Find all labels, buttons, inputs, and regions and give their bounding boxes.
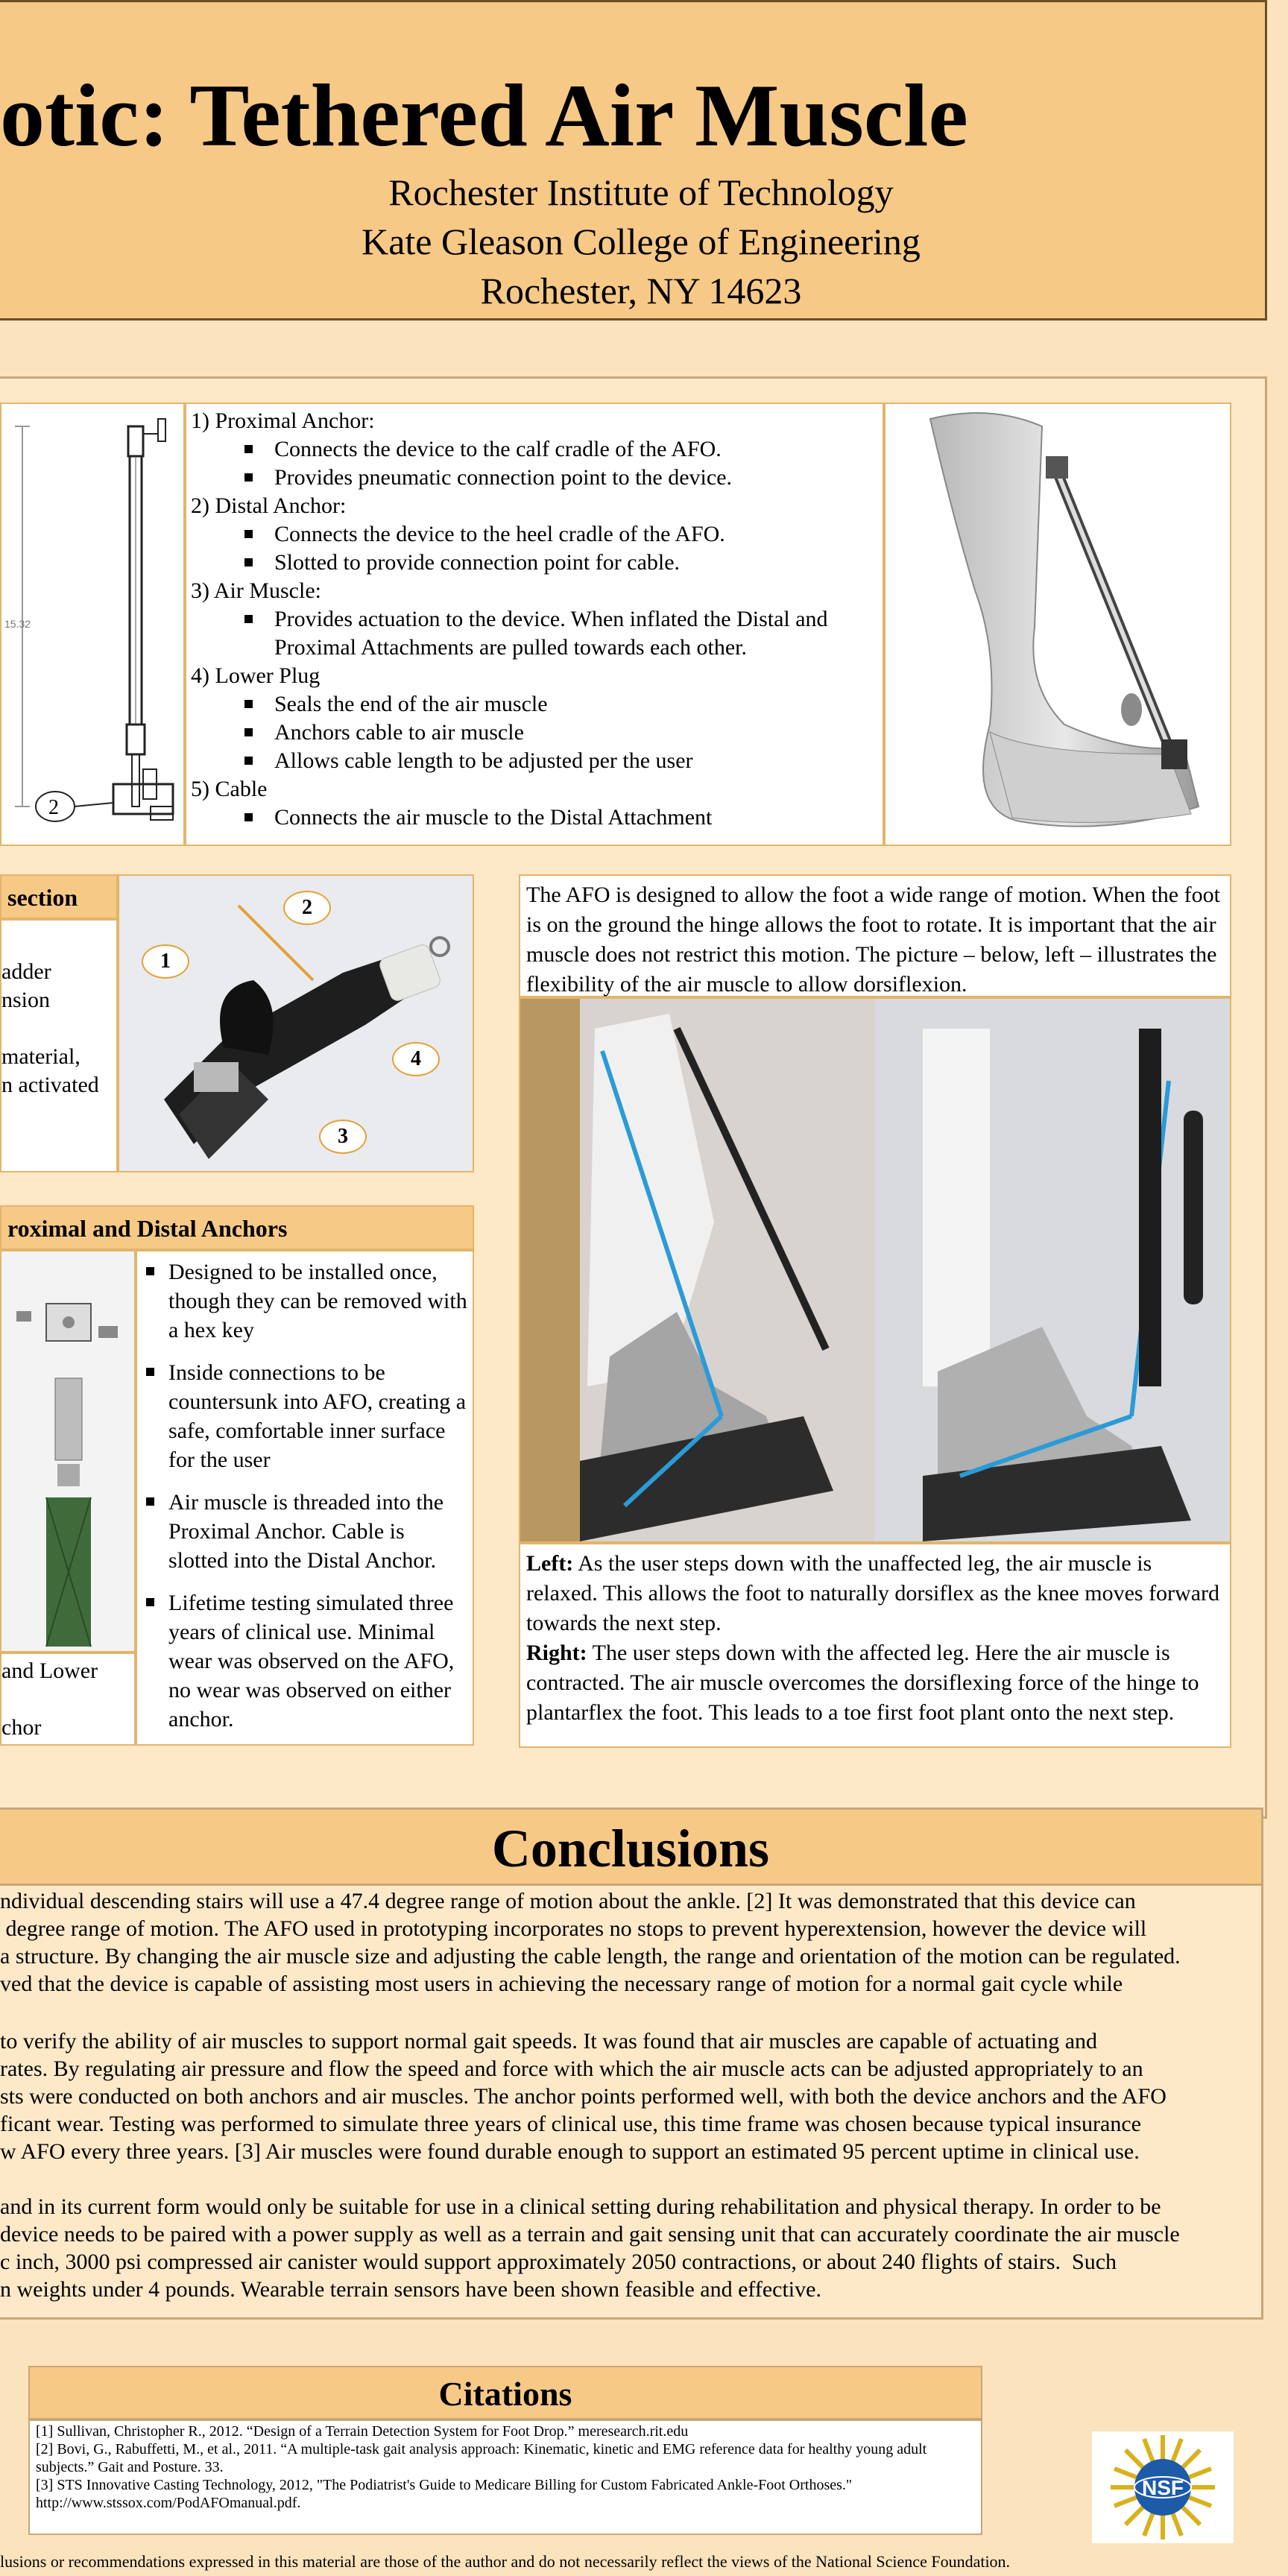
anchors-heading: roximal and Distal Anchors bbox=[0, 1205, 474, 1250]
motion-photo bbox=[519, 997, 1231, 1543]
list-subitem: Allows cable length to be adjusted per the user bbox=[191, 747, 878, 775]
text-line: n activated bbox=[1, 1073, 99, 1097]
list-subitem: Slotted to provide connection point for cable. bbox=[191, 549, 878, 577]
list-item: 4) Lower Plug bbox=[191, 663, 321, 688]
bullet-item: Inside connections to be countersunk into AFO, creating a safe, comfortable inner surface for the user bbox=[140, 1358, 470, 1474]
institution-line: Rochester, NY 14623 bbox=[480, 270, 802, 312]
cross-section-text bbox=[0, 919, 118, 1172]
text-line: nsion bbox=[1, 988, 51, 1012]
afo-render-image bbox=[884, 402, 1231, 846]
motion-caption bbox=[519, 1543, 1231, 1748]
list-item: 5) Cable bbox=[191, 777, 268, 801]
poster-title: otic: Tethered Air Muscle bbox=[0, 66, 968, 165]
bullet-item: Designed to be installed once, though they can be removed with a hex key bbox=[140, 1257, 470, 1345]
conclusions-heading: Conclusions bbox=[0, 1808, 1263, 1886]
list-item: 1) Proximal Anchor: bbox=[191, 408, 375, 433]
drawing-dimension: 15.32 bbox=[4, 618, 31, 630]
citations-heading: Citations bbox=[28, 2366, 982, 2419]
nsf-logo-icon bbox=[1092, 2431, 1234, 2543]
drawing-callout: 2 bbox=[48, 796, 59, 819]
text-line: material, bbox=[1, 1044, 80, 1069]
list-subitem: Anchors cable to air muscle bbox=[191, 719, 878, 747]
conclusion-paragraph: ndividual descending stairs will use a 47.4 degree range of motion about the ankle. [2] It was demonstrated that this device can degree range of motion. The AFO used in prototyping incorporates no stops to prevent hyperextension, however the device will a structure. By changing the air muscle size and adjusting the cable length, the range and orientation of the motion can be regulated. ved that the device is capable of assisting most users in achieving the necessary range of motion for a normal gait cycle while bbox=[0, 1889, 1181, 1996]
footer-disclaimer: lusions or recommendations expressed in this material are those of the author and do not necessarily reflect the views of the National Science Foundation. bbox=[0, 2552, 1011, 2571]
device-drawing-icon bbox=[1, 404, 185, 845]
cross-section-heading: section bbox=[0, 874, 118, 919]
nsf-logo bbox=[1092, 2431, 1234, 2543]
institution-line: Kate Gleason College of Engineering bbox=[362, 221, 921, 262]
callout-3: 3 bbox=[319, 1120, 367, 1154]
afo-render-icon bbox=[886, 404, 1230, 845]
text-line bbox=[1, 1014, 116, 1043]
motion-intro: The AFO is designed to allow the foot a wide range of motion. When the foot is on the ground the hinge allows the foot to rotate. It is important that the air muscle does not restrict this motion. The picture – below, left – illustrates the flexibility of the air muscle to allow dorsiflexion. bbox=[519, 874, 1231, 997]
list-subitem: Provides pneumatic connection point to the device. bbox=[191, 464, 878, 492]
component-list bbox=[185, 402, 884, 846]
anchors-bullets bbox=[136, 1250, 474, 1746]
callout-2: 2 bbox=[283, 891, 331, 925]
right-text: The user steps down with the affected leg. Here the air muscle is contracted. The air muscle overcomes the dorsiflexing force of the hinge to plantarflex the foot. This leads to a toe first foot plant onto the next step. bbox=[526, 1641, 1199, 1725]
caption-line: and Lower bbox=[1, 1658, 98, 1683]
conclusion-paragraph: to verify the ability of air muscles to support normal gait speeds. It was found that air muscles are capable of actuating and rates. By regulating air pressure and flow the speed and force with which the air muscle acts can be adjusted appropriately to an sts were conducted on both anchors and air muscles. The anchor points performed well, with both the device anchors and the AFO ficant wear. Testing was performed to simulate three years of clinical use, this time frame was chosen because typical insurance w AFO every three years. [3] Air muscles were found durable enough to support an estimated 95 percent uptime in clinical use. bbox=[0, 2029, 1167, 2164]
citation-item: [3] STS Innovative Casting Technology, 2012, "The Podiatrist's Guide to Medicare Billing for Custom Fabricated Ankle-Foot Orthoses." http://www.stssox.com/PodAFOmanual.pdf. bbox=[36, 2477, 853, 2511]
text-line: adder bbox=[1, 959, 51, 984]
caption-line: chor bbox=[1, 1715, 42, 1740]
list-subitem: Connects the air muscle to the Distal Attachment bbox=[191, 804, 878, 832]
citations-list bbox=[28, 2419, 982, 2535]
conclusion-paragraph: and in its current form would only be suitable for use in a clinical setting during rehabilitation and physical therapy. In order to be device needs to be paired with a power supply as well as a terrain and gait sensing unit that can accurately coordinate the air muscle c inch, 3000 psi compressed air canister would support approximately 2050 contractions, or about 240 flights of stairs. Such n weights under 4 pounds. Wearable terrain sensors have been shown feasible and effective. bbox=[0, 2194, 1180, 2302]
institution-block bbox=[298, 168, 984, 315]
list-item: 3) Air Muscle: bbox=[191, 578, 321, 603]
anchors-render bbox=[0, 1250, 136, 1652]
list-subitem: Connects the device to the calf cradle of the AFO. bbox=[191, 435, 878, 464]
nsf-logo-text: NSF bbox=[1142, 2476, 1184, 2499]
left-label: Left: bbox=[526, 1551, 574, 1576]
bullet-item: Lifetime testing simulated three years of clinical use. Minimal wear was observed on the AFO, no wear was observed on either anchor. bbox=[140, 1588, 470, 1734]
list-subitem: Seals the end of the air muscle bbox=[191, 690, 878, 719]
list-subitem: Provides actuation to the device. When inflated the Distal and Proximal Attachments are pulled towards each other. bbox=[191, 605, 878, 662]
anchor-parts-icon bbox=[1, 1251, 134, 1651]
citation-item: [1] Sullivan, Christopher R., 2012. “Design of a Terrain Detection System for Foot Drop.” meresearch.rit.edu bbox=[36, 2423, 689, 2440]
bullet-item: Air muscle is threaded into the Proximal Anchor. Cable is slotted into the Distal Anchor. bbox=[140, 1488, 470, 1575]
callout-4: 4 bbox=[392, 1042, 440, 1076]
caption-line bbox=[1, 1685, 134, 1714]
conclusions-body bbox=[0, 1886, 1263, 2320]
list-subitem: Connects the device to the heel cradle of the AFO. bbox=[191, 520, 878, 549]
citation-item: [2] Bovi, G., Rabuffetti, M., et al., 2011. “A multiple-task gait analysis approach: Kinematic, kinetic and EMG reference data for healthy young adult subjects.” Gait and Posture. 33. bbox=[36, 2441, 927, 2475]
gait-photo-icon bbox=[520, 999, 1230, 1541]
left-text: As the user steps down with the unaffected leg, the air muscle is relaxed. This allows the foot to naturally dorsiflex as the knee moves forward towards the next step. bbox=[526, 1551, 1220, 1635]
callout-1: 1 bbox=[142, 944, 189, 979]
engineering-drawing bbox=[0, 402, 185, 846]
list-item: 2) Distal Anchor: bbox=[191, 493, 347, 518]
institution-line: Rochester Institute of Technology bbox=[388, 171, 894, 213]
anchors-caption bbox=[0, 1652, 136, 1746]
right-label: Right: bbox=[526, 1641, 587, 1665]
